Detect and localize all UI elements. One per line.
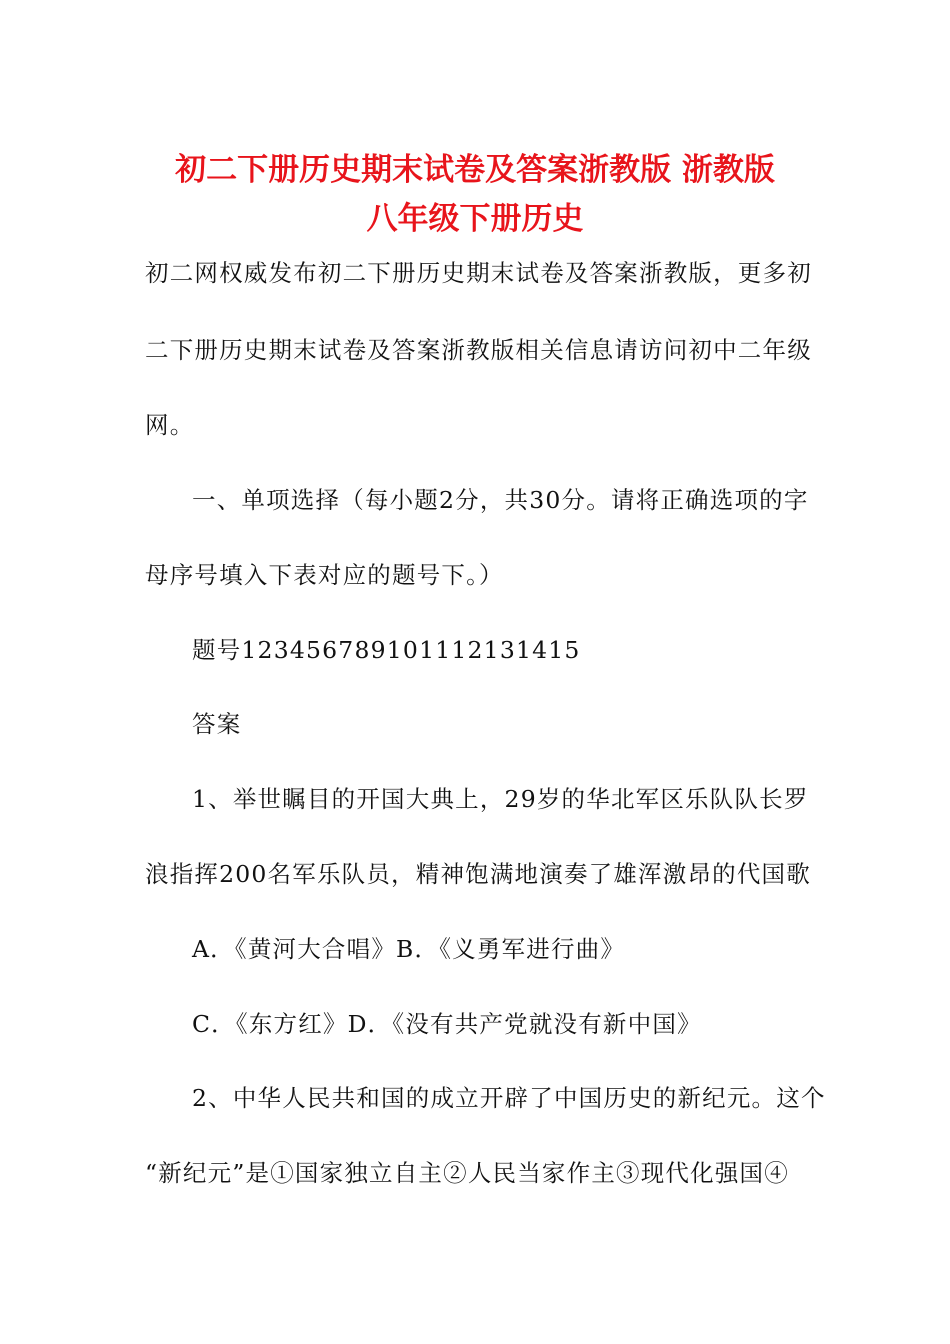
question-1-options-cd: C．《东方红》D．《没有共产党就没有新中国》 <box>192 1010 702 1038</box>
question-2-line-2: “新纪元”是①国家独立自主②人民当家作主③现代化强国④ <box>145 1159 789 1187</box>
section-heading-line-1: 一、单项选择（每小题2分，共30分。请将正确选项的字 <box>192 486 809 514</box>
document-title-line-2: 八年级下册历史 <box>366 201 584 237</box>
document-title-line-1: 初二下册历史期末试卷及答案浙教版 浙教版 <box>175 152 775 188</box>
answer-table-header: 题号123456789101112131415 <box>192 636 581 664</box>
intro-paragraph-line-2: 二下册历史期末试卷及答案浙教版相关信息请访问初中二年级 <box>145 336 812 364</box>
answer-table-answer-row: 答案 <box>192 710 242 738</box>
intro-paragraph-line-3: 网。 <box>145 411 195 439</box>
question-1-line-1: 1、举世瞩目的开国大典上，29岁的华北军区乐队队长罗 <box>192 785 809 813</box>
section-heading-line-2: 母序号填入下表对应的题号下。） <box>145 561 504 589</box>
question-2-line-1: 2、中华人民共和国的成立开辟了中国历史的新纪元。这个 <box>192 1084 826 1112</box>
question-1-line-2: 浪指挥200名军乐队员，精神饱满地演奏了雄浑激昂的代国歌 <box>145 860 811 888</box>
question-1-options-ab: A．《黄河大合唱》B．《义勇军进行曲》 <box>192 935 626 963</box>
intro-paragraph-line-1: 初二网权威发布初二下册历史期末试卷及答案浙教版，更多初 <box>145 259 812 287</box>
